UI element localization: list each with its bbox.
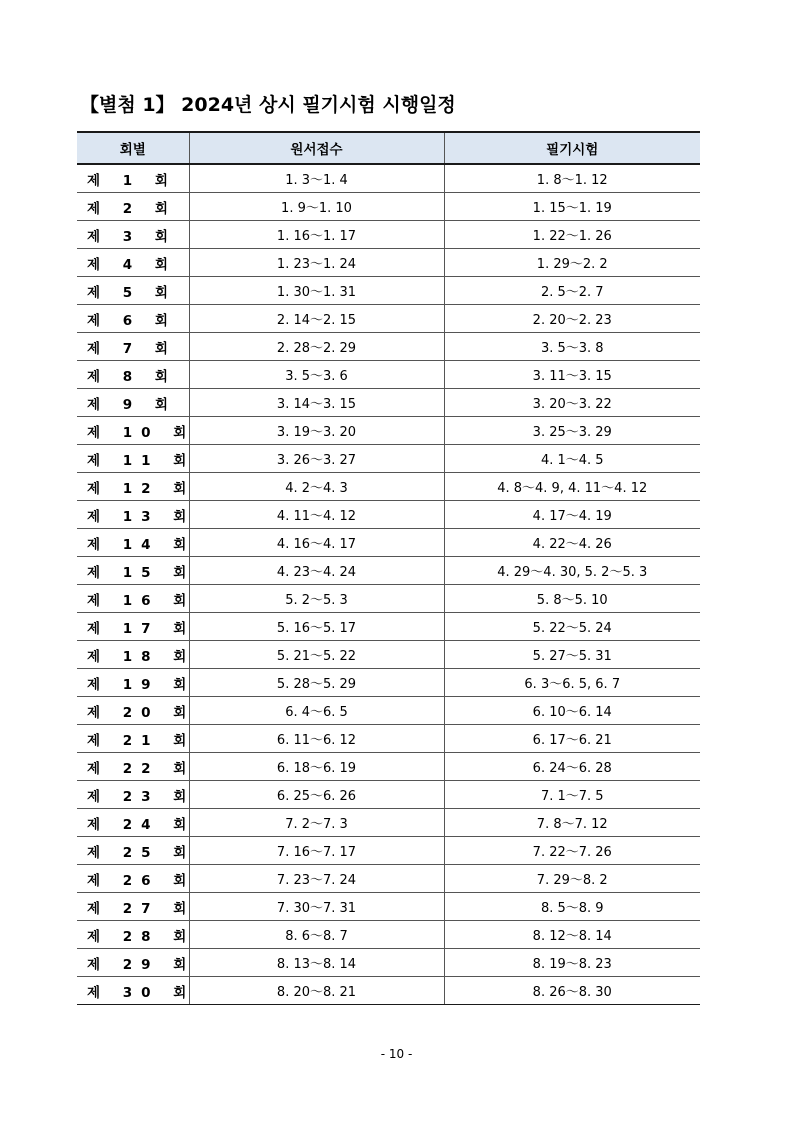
table-row [77,557,700,585]
application-period-cell: 4. 23～4. 24 [189,557,444,585]
table-row [77,361,700,389]
round-cell: 제 2 회 [77,193,189,221]
round-cell: 제 26 회 [77,865,189,893]
application-period-cell: 5. 28～5. 29 [189,669,444,697]
table-row [77,277,700,305]
exam-period-cell: 4. 22～4. 26 [444,529,700,557]
round-cell: 제 18 회 [77,641,189,669]
table-row [77,753,700,781]
round-cell: 제 5 회 [77,277,189,305]
application-period-cell: 1. 23～1. 24 [189,249,444,277]
exam-period-cell: 5. 22～5. 24 [444,613,700,641]
application-period-cell: 7. 16～7. 17 [189,837,444,865]
table-row [77,949,700,977]
round-cell: 제 16 회 [77,585,189,613]
table-row [77,333,700,361]
round-cell: 제 29 회 [77,949,189,977]
page-number: - 10 - [380,1047,413,1061]
exam-period-cell: 4. 17～4. 19 [444,501,700,529]
header-row [77,132,700,164]
round-cell: 제 1 회 [77,164,189,193]
round-cell: 제 19 회 [77,669,189,697]
table-row [77,305,700,333]
round-cell: 제 13 회 [77,501,189,529]
round-cell: 제 28 회 [77,921,189,949]
exam-period-cell: 7. 8～7. 12 [444,809,700,837]
table-row [77,389,700,417]
table-row [77,809,700,837]
application-period-cell: 3. 14～3. 15 [189,389,444,417]
table-row [77,977,700,1005]
table-row [77,613,700,641]
application-period-cell: 4. 16～4. 17 [189,529,444,557]
exam-period-cell: 6. 10～6. 14 [444,697,700,725]
round-cell: 제 11 회 [77,445,189,473]
application-period-cell: 1. 3～1. 4 [189,164,444,193]
exam-period-cell: 5. 8～5. 10 [444,585,700,613]
round-cell: 제 24 회 [77,809,189,837]
exam-period-cell: 3. 25～3. 29 [444,417,700,445]
application-period-cell: 6. 18～6. 19 [189,753,444,781]
exam-period-cell: 6. 17～6. 21 [444,725,700,753]
application-period-cell: 3. 5～3. 6 [189,361,444,389]
exam-period-cell: 3. 20～3. 22 [444,389,700,417]
exam-period-cell: 8. 12～8. 14 [444,921,700,949]
exam-period-cell: 2. 20～2. 23 [444,305,700,333]
table-row [77,725,700,753]
table-row [77,249,700,277]
round-cell: 제 25 회 [77,837,189,865]
application-period-cell: 4. 11～4. 12 [189,501,444,529]
round-cell: 제 15 회 [77,557,189,585]
round-cell: 제 14 회 [77,529,189,557]
exam-period-cell: 8. 19～8. 23 [444,949,700,977]
round-cell: 제 20 회 [77,697,189,725]
exam-period-cell: 7. 29～8. 2 [444,865,700,893]
table-row [77,921,700,949]
exam-period-cell: 5. 27～5. 31 [444,641,700,669]
application-period-cell: 7. 30～7. 31 [189,893,444,921]
round-cell: 제 22 회 [77,753,189,781]
table-row [77,417,700,445]
application-period-cell: 8. 13～8. 14 [189,949,444,977]
round-cell: 제 27 회 [77,893,189,921]
round-cell: 제 4 회 [77,249,189,277]
table-row [77,501,700,529]
application-period-cell: 1. 9～1. 10 [189,193,444,221]
application-period-cell: 6. 4～6. 5 [189,697,444,725]
exam-period-cell: 8. 5～8. 9 [444,893,700,921]
exam-period-cell: 6. 24～6. 28 [444,753,700,781]
exam-period-cell: 3. 11～3. 15 [444,361,700,389]
application-period-cell: 3. 26～3. 27 [189,445,444,473]
table-row [77,529,700,557]
application-period-cell: 2. 14～2. 15 [189,305,444,333]
table-row [77,585,700,613]
round-cell: 제 6 회 [77,305,189,333]
exam-schedule-table [77,131,700,1005]
table-row [77,641,700,669]
table-row [77,221,700,249]
table-row [77,164,700,193]
header-exam: 필기시험 [444,132,700,164]
header-round: 회별 [77,132,189,164]
round-cell: 제 17 회 [77,613,189,641]
table-row [77,697,700,725]
exam-period-cell: 1. 15～1. 19 [444,193,700,221]
table-row [77,893,700,921]
header-application: 원서접수 [189,132,444,164]
round-cell: 제 8 회 [77,361,189,389]
table-row [77,473,700,501]
round-cell: 제 30 회 [77,977,189,1005]
round-cell: 제 7 회 [77,333,189,361]
application-period-cell: 3. 19～3. 20 [189,417,444,445]
application-period-cell: 1. 16～1. 17 [189,221,444,249]
application-period-cell: 7. 2～7. 3 [189,809,444,837]
table-body [77,164,700,1005]
exam-period-cell: 4. 29～4. 30, 5. 2～5. 3 [444,557,700,585]
application-period-cell: 4. 2～4. 3 [189,473,444,501]
exam-period-cell: 7. 1～7. 5 [444,781,700,809]
exam-period-cell: 1. 8～1. 12 [444,164,700,193]
round-cell: 제 3 회 [77,221,189,249]
exam-period-cell: 1. 29～2. 2 [444,249,700,277]
table-row [77,865,700,893]
table-row [77,193,700,221]
application-period-cell: 5. 2～5. 3 [189,585,444,613]
round-cell: 제 12 회 [77,473,189,501]
table-row [77,445,700,473]
exam-period-cell: 6. 3～6. 5, 6. 7 [444,669,700,697]
application-period-cell: 5. 16～5. 17 [189,613,444,641]
exam-period-cell: 8. 26～8. 30 [444,977,700,1005]
exam-period-cell: 4. 1～4. 5 [444,445,700,473]
table-row [77,669,700,697]
application-period-cell: 7. 23～7. 24 [189,865,444,893]
exam-period-cell: 1. 22～1. 26 [444,221,700,249]
application-period-cell: 1. 30～1. 31 [189,277,444,305]
round-cell: 제 10 회 [77,417,189,445]
application-period-cell: 6. 11～6. 12 [189,725,444,753]
exam-period-cell: 3. 5～3. 8 [444,333,700,361]
table-row [77,837,700,865]
page-title: 【별첨 1】 2024년 상시 필기시험 시행일정 [80,94,456,116]
exam-period-cell: 4. 8～4. 9, 4. 11～4. 12 [444,473,700,501]
round-cell: 제 21 회 [77,725,189,753]
application-period-cell: 5. 21～5. 22 [189,641,444,669]
round-cell: 제 23 회 [77,781,189,809]
exam-period-cell: 2. 5～2. 7 [444,277,700,305]
round-cell: 제 9 회 [77,389,189,417]
table-row [77,781,700,809]
application-period-cell: 6. 25～6. 26 [189,781,444,809]
application-period-cell: 2. 28～2. 29 [189,333,444,361]
application-period-cell: 8. 20～8. 21 [189,977,444,1005]
table-header [77,132,700,164]
application-period-cell: 8. 6～8. 7 [189,921,444,949]
exam-period-cell: 7. 22～7. 26 [444,837,700,865]
